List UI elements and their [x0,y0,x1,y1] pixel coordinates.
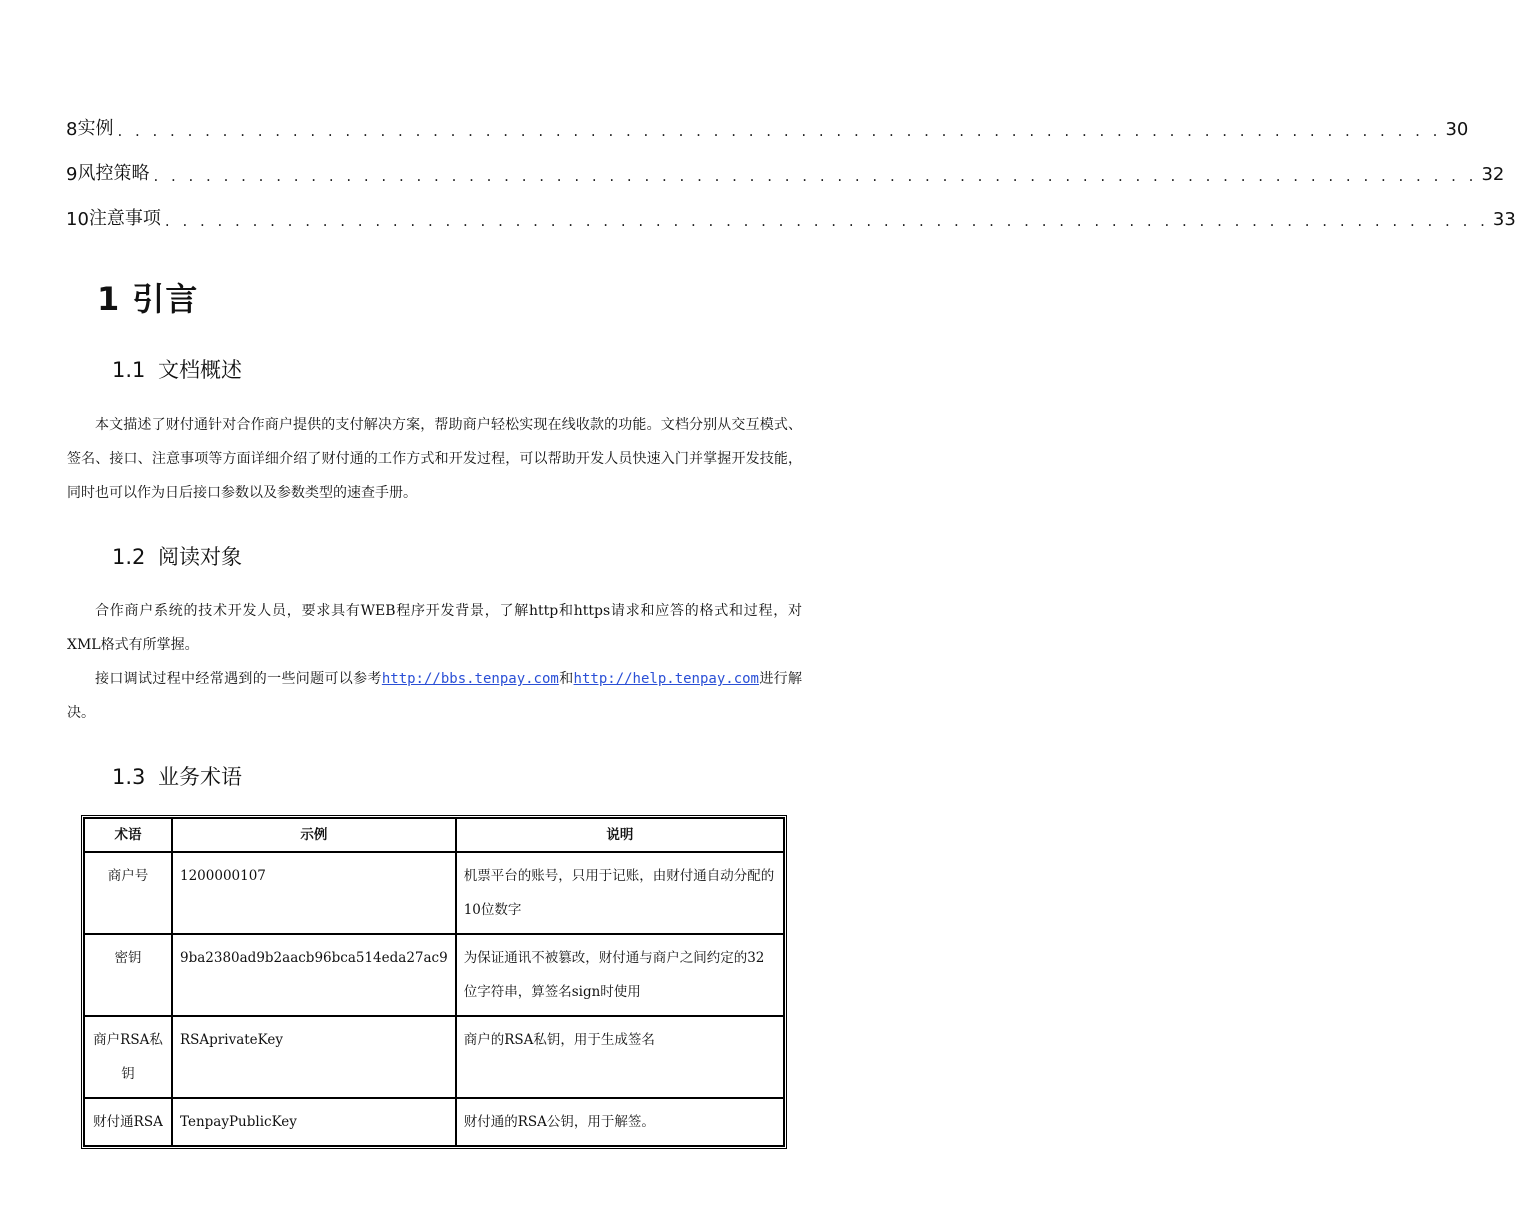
bbs-link[interactable]: http://bbs.tenpay.com [381,671,559,687]
toc-title: 实例 [77,118,114,139]
section-number: 1.2 [112,545,146,569]
description-cell: 机票平台的账号，只用于记账，由财付通自动分配的10位数字 [456,852,784,934]
table-row [84,1016,784,1098]
toc-leader: . . . . . . . . . . . . . . . . . . . . . . . . . . . . . . . . . . . . . . . . . . . . . . . . . . . . . . . . . . . . . . . . . . . . . . . . . . . . [164,212,1489,230]
description-cell: 商户的RSA私钥，用于生成签名 [456,1016,784,1098]
debug-prefix: 接口调试过程中经常遇到的一些问题可以参考 [95,671,382,687]
toc-number: 10 [66,209,89,230]
section-title: 业务术语 [158,765,242,789]
toc-page: 30 [1445,119,1469,140]
audience-paragraph: 合作商户系统的技术开发人员，要求具有WEB程序开发背景，了解http和https请求和应答的格式和过程，对XML格式有所掌握。 [67,603,802,653]
table-row [84,852,784,934]
term-cell: 密钥 [84,934,172,1016]
section-heading [112,354,242,384]
section-heading [112,541,242,571]
table-row [84,934,784,1016]
toc-title: 注意事项 [88,208,161,229]
section-number: 1.1 [112,358,146,382]
example-cell: RSAprivateKey [172,1016,456,1098]
toc-number: 8 [66,119,78,140]
toc-leader: . . . . . . . . . . . . . . . . . . . . . . . . . . . . . . . . . . . . . . . . . . . . . . . . . . . . . . . . . . . . . . . . . . . . . . . . . . . . [117,122,1442,140]
term-cell: 商户RSA私钥 [84,1016,172,1098]
overview-paragraph: 本文描述了财付通针对合作商户提供的支付解决方案，帮助商户轻松实现在线收款的功能。文档分别从交互模式、签名、接口、注意事项等方面详细介绍了财付通的工作方式和开发过程，可以帮助开发人员快速入门并掌握开发技能，同时也可以作为日后接口参数以及参数类型的速查手册。 [67,417,802,501]
chapter-number: 1 [97,280,121,318]
toc-entry[interactable] [66,114,1469,140]
section-heading [112,761,242,791]
debug-suffix: 进行解决。 [67,671,803,721]
description-cell: 为保证通讯不被篡改，财付通与商户之间约定的32位字符串，算签名sign时使用 [456,934,784,1016]
example-cell: 1200000107 [172,852,456,934]
help-link[interactable]: http://help.tenpay.com [573,671,759,687]
toc-number: 9 [66,164,78,185]
table-header: 示例 [172,818,456,852]
chapter-heading [97,274,198,320]
section-number: 1.3 [112,765,146,789]
section-title: 阅读对象 [158,545,242,569]
table-row [84,1098,784,1146]
table-header: 术语 [84,818,172,852]
description-cell: 财付通的RSA公钥，用于解签。 [456,1098,784,1146]
example-cell: TenpayPublicKey [172,1098,456,1146]
debug-middle: 和 [558,671,574,687]
toc-page: 33 [1492,209,1516,230]
section-title: 文档概述 [158,358,242,382]
toc-entry[interactable] [66,159,1505,185]
table-header-row [84,818,784,852]
toc-title: 风控策略 [77,163,150,184]
toc-entry[interactable] [66,204,1516,230]
terms-table [81,815,787,1149]
term-cell: 商户号 [84,852,172,934]
toc-page: 32 [1481,164,1505,185]
toc-leader: . . . . . . . . . . . . . . . . . . . . . . . . . . . . . . . . . . . . . . . . . . . . . . . . . . . . . . . . . . . . . . . . . . . . . . . . . . . . [153,167,1478,185]
debug-paragraph [67,662,802,730]
term-cell: 财付通RSA [84,1098,172,1146]
example-cell: 9ba2380ad9b2aacb96bca514eda27ac9 [172,934,456,1016]
chapter-title: 引言 [132,280,199,318]
table-header: 说明 [456,818,784,852]
